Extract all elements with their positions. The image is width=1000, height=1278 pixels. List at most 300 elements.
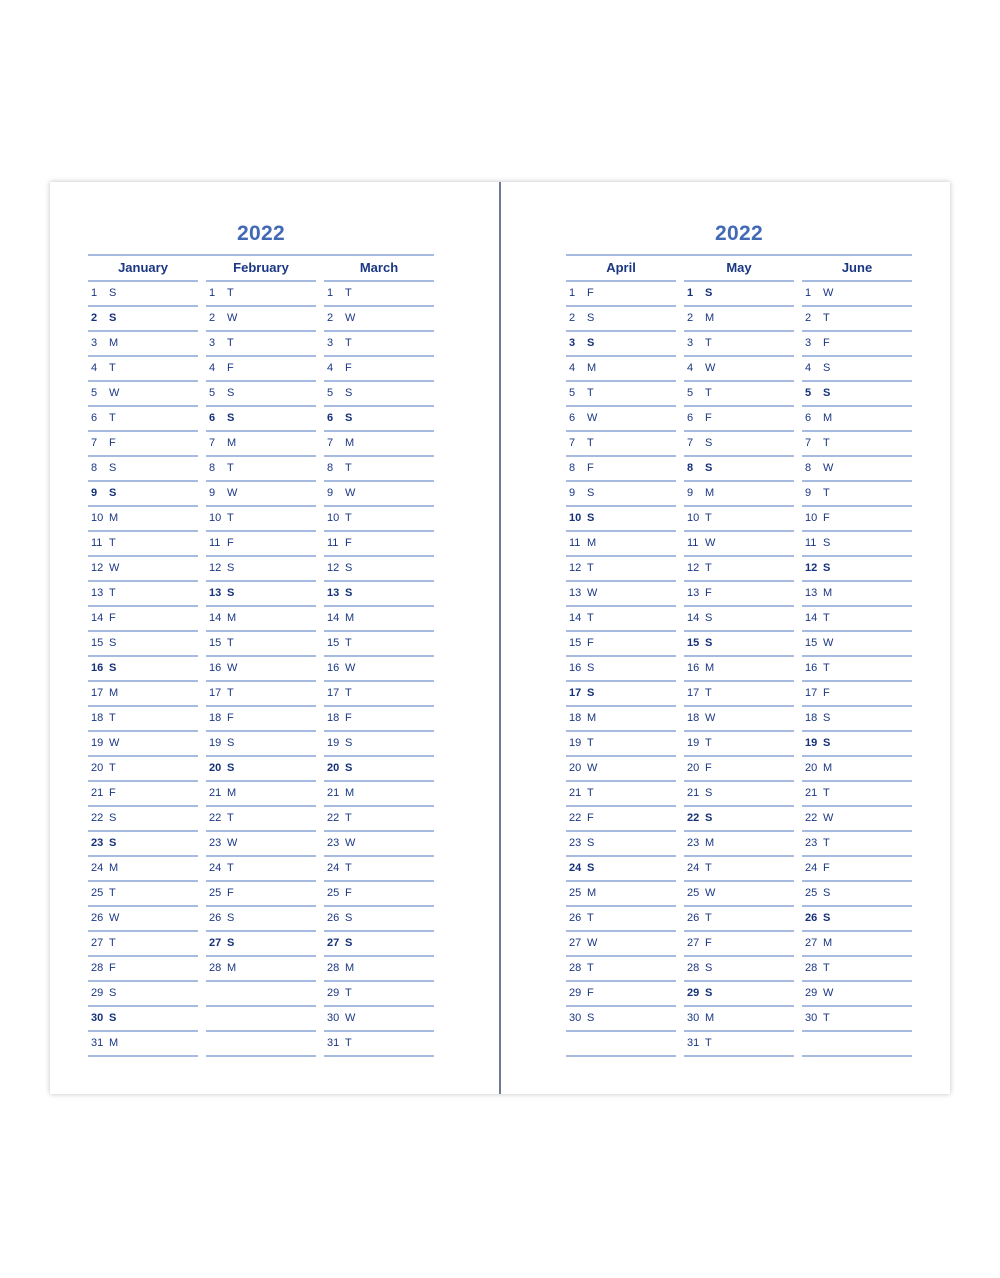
day-number: 31 (687, 1037, 700, 1049)
weekday-letter: T (109, 712, 116, 724)
day-number: 23 (327, 837, 340, 849)
day-row (206, 407, 316, 432)
day-number: 7 (209, 437, 216, 449)
day-row (802, 1007, 912, 1032)
weekday-letter: T (587, 912, 594, 924)
weekday-letter: S (587, 512, 595, 524)
weekday-letter: M (109, 862, 119, 874)
day-row (802, 807, 912, 832)
weekday-letter: F (227, 887, 234, 899)
day-row (88, 382, 198, 407)
weekday-letter: S (345, 387, 353, 399)
empty-row (566, 1032, 676, 1057)
weekday-letter: M (823, 937, 833, 949)
day-row (206, 432, 316, 457)
day-number: 28 (569, 962, 582, 974)
weekday-letter: S (823, 362, 831, 374)
day-row (88, 782, 198, 807)
weekday-letter: T (823, 487, 830, 499)
day-row (566, 732, 676, 757)
day-row (566, 482, 676, 507)
weekday-letter: S (705, 437, 713, 449)
weekday-letter: T (227, 462, 234, 474)
weekday-letter: S (587, 312, 595, 324)
day-number: 1 (209, 287, 216, 299)
weekday-letter: S (705, 287, 713, 299)
day-number: 24 (91, 862, 104, 874)
weekday-letter: S (227, 562, 235, 574)
day-number: 11 (327, 537, 339, 549)
weekday-letter: T (345, 812, 352, 824)
day-row (88, 607, 198, 632)
day-row (206, 632, 316, 657)
day-row (684, 732, 794, 757)
day-number: 7 (805, 437, 812, 449)
right-page (566, 182, 912, 1094)
weekday-letter: S (109, 487, 117, 499)
day-number: 17 (327, 687, 340, 699)
weekday-letter: W (823, 637, 834, 649)
day-number: 19 (91, 737, 104, 749)
day-row (566, 457, 676, 482)
weekday-letter: F (587, 637, 594, 649)
day-row (324, 982, 434, 1007)
day-row (802, 832, 912, 857)
day-number: 15 (687, 637, 700, 649)
day-number: 2 (687, 312, 694, 324)
day-number: 23 (569, 837, 582, 849)
day-row (324, 882, 434, 907)
weekday-letter: F (109, 787, 116, 799)
weekday-letter: T (345, 987, 352, 999)
day-number: 17 (687, 687, 700, 699)
day-number: 16 (687, 662, 700, 674)
weekday-letter: T (345, 687, 352, 699)
day-row (88, 932, 198, 957)
day-row (802, 507, 912, 532)
weekday-letter: S (705, 612, 713, 624)
day-row (566, 782, 676, 807)
day-number: 14 (569, 612, 582, 624)
day-number: 17 (569, 687, 582, 699)
day-number: 24 (687, 862, 700, 874)
day-number: 10 (687, 512, 700, 524)
day-row (206, 382, 316, 407)
weekday-letter: M (345, 962, 355, 974)
day-row (324, 457, 434, 482)
weekday-letter: S (109, 812, 117, 824)
weekday-letter: M (227, 437, 237, 449)
day-number: 6 (687, 412, 694, 424)
day-number: 15 (805, 637, 818, 649)
day-number: 20 (91, 762, 104, 774)
weekday-letter: S (227, 387, 235, 399)
weekday-letter: W (705, 537, 716, 549)
day-row (206, 832, 316, 857)
day-number: 25 (327, 887, 340, 899)
weekday-letter: W (109, 562, 120, 574)
weekday-letter: W (587, 587, 598, 599)
day-number: 30 (327, 1012, 340, 1024)
day-number: 12 (805, 562, 818, 574)
weekday-letter: T (587, 612, 594, 624)
day-number: 13 (209, 587, 222, 599)
weekday-letter: T (705, 862, 712, 874)
day-row (684, 882, 794, 907)
weekday-letter: T (227, 637, 234, 649)
day-number: 11 (209, 537, 221, 549)
day-number: 5 (805, 387, 812, 399)
day-number: 11 (91, 537, 103, 549)
weekday-letter: M (227, 962, 237, 974)
day-row (88, 457, 198, 482)
day-row (684, 507, 794, 532)
weekday-letter: W (705, 362, 716, 374)
weekday-letter: T (705, 337, 712, 349)
weekday-letter: S (823, 537, 831, 549)
day-number: 15 (569, 637, 582, 649)
weekday-letter: S (823, 562, 831, 574)
day-row (802, 732, 912, 757)
weekday-letter: T (705, 737, 712, 749)
day-row (684, 457, 794, 482)
weekday-letter: W (705, 887, 716, 899)
day-number: 2 (805, 312, 812, 324)
weekday-letter: T (587, 437, 594, 449)
weekday-letter: F (227, 537, 234, 549)
day-number: 18 (569, 712, 582, 724)
day-number: 14 (327, 612, 340, 624)
day-number: 7 (569, 437, 576, 449)
weekday-letter: W (823, 812, 834, 824)
day-number: 11 (687, 537, 699, 549)
weekday-letter: S (345, 737, 353, 749)
day-number: 17 (209, 687, 222, 699)
day-row (684, 482, 794, 507)
day-number: 30 (805, 1012, 818, 1024)
day-number: 19 (209, 737, 222, 749)
day-number: 14 (805, 612, 818, 624)
day-number: 19 (687, 737, 700, 749)
weekday-letter: S (705, 637, 713, 649)
day-row (684, 1032, 794, 1057)
weekday-letter: S (345, 937, 353, 949)
weekday-letter: S (345, 562, 353, 574)
weekday-letter: T (705, 387, 712, 399)
weekday-letter: F (705, 587, 712, 599)
day-row (88, 657, 198, 682)
day-row (802, 757, 912, 782)
day-number: 27 (91, 937, 104, 949)
day-row (88, 857, 198, 882)
day-row (684, 682, 794, 707)
day-number: 3 (209, 337, 216, 349)
month-column-february (206, 256, 316, 1057)
day-number: 9 (687, 487, 694, 499)
day-number: 19 (805, 737, 818, 749)
day-number: 16 (569, 662, 582, 674)
weekday-letter: M (705, 312, 715, 324)
day-row (88, 982, 198, 1007)
weekday-letter: T (345, 637, 352, 649)
day-row (206, 582, 316, 607)
day-row (324, 807, 434, 832)
day-number: 12 (91, 562, 104, 574)
weekday-letter: S (109, 287, 117, 299)
day-number: 25 (91, 887, 104, 899)
weekday-letter: M (227, 787, 237, 799)
day-number: 16 (327, 662, 340, 674)
day-row (684, 782, 794, 807)
day-row (88, 582, 198, 607)
day-number: 8 (209, 462, 216, 474)
weekday-letter: W (345, 1012, 356, 1024)
weekday-letter: T (823, 312, 830, 324)
day-row (88, 482, 198, 507)
day-number: 6 (327, 412, 334, 424)
day-row (566, 832, 676, 857)
weekday-letter: S (227, 912, 235, 924)
month-column-march (324, 256, 434, 1057)
weekday-letter: F (823, 687, 830, 699)
day-row (206, 557, 316, 582)
day-number: 9 (209, 487, 216, 499)
day-row (324, 657, 434, 682)
day-number: 1 (91, 287, 98, 299)
weekday-letter: T (345, 512, 352, 524)
month-name: January (88, 256, 198, 282)
day-row (206, 607, 316, 632)
day-row (566, 332, 676, 357)
day-row (88, 307, 198, 332)
weekday-letter: T (823, 1012, 830, 1024)
weekday-letter: M (109, 1037, 119, 1049)
day-row (566, 907, 676, 932)
day-row (88, 807, 198, 832)
weekday-letter: T (587, 387, 594, 399)
day-number: 28 (687, 962, 700, 974)
day-row (566, 307, 676, 332)
weekday-letter: F (345, 712, 352, 724)
day-row (324, 507, 434, 532)
day-number: 5 (687, 387, 694, 399)
day-number: 29 (91, 987, 104, 999)
day-row (206, 282, 316, 307)
day-row (802, 432, 912, 457)
day-row (324, 732, 434, 757)
day-row (566, 932, 676, 957)
day-row (802, 907, 912, 932)
day-row (324, 382, 434, 407)
weekday-letter: S (109, 837, 117, 849)
day-row (88, 1007, 198, 1032)
day-row (566, 357, 676, 382)
day-number: 20 (569, 762, 582, 774)
day-number: 6 (209, 412, 216, 424)
weekday-letter: T (345, 862, 352, 874)
day-row (684, 857, 794, 882)
weekday-letter: M (345, 612, 355, 624)
weekday-letter: M (823, 412, 833, 424)
day-row (566, 757, 676, 782)
day-row (324, 1007, 434, 1032)
day-number: 19 (569, 737, 582, 749)
day-row (324, 932, 434, 957)
weekday-letter: S (345, 912, 353, 924)
weekday-letter: S (705, 962, 713, 974)
day-row (802, 682, 912, 707)
year-heading: 2022 (715, 222, 763, 245)
day-number: 13 (805, 587, 818, 599)
weekday-letter: W (109, 387, 120, 399)
weekday-letter: S (345, 587, 353, 599)
left-page (88, 182, 434, 1094)
day-number: 10 (569, 512, 582, 524)
day-row (566, 957, 676, 982)
day-row (324, 482, 434, 507)
day-row (684, 757, 794, 782)
weekday-letter: F (109, 437, 116, 449)
weekday-letter: T (823, 787, 830, 799)
day-row (684, 407, 794, 432)
day-row (684, 632, 794, 657)
day-row (206, 807, 316, 832)
day-number: 1 (327, 287, 334, 299)
day-row (802, 307, 912, 332)
weekday-letter: W (227, 312, 238, 324)
month-column-may (684, 256, 794, 1057)
weekday-letter: W (823, 987, 834, 999)
weekday-letter: M (587, 712, 597, 724)
day-row (206, 307, 316, 332)
day-row (566, 607, 676, 632)
weekday-letter: W (345, 312, 356, 324)
day-number: 14 (91, 612, 104, 624)
weekday-letter: T (345, 1037, 352, 1049)
day-row (88, 432, 198, 457)
day-number: 25 (569, 887, 582, 899)
day-row (88, 332, 198, 357)
day-number: 12 (687, 562, 700, 574)
day-number: 27 (327, 937, 340, 949)
day-row (802, 982, 912, 1007)
day-number: 9 (805, 487, 812, 499)
day-number: 18 (327, 712, 340, 724)
day-number: 12 (327, 562, 340, 574)
weekday-letter: T (823, 837, 830, 849)
weekday-letter: S (109, 1012, 117, 1024)
weekday-letter: M (705, 1012, 715, 1024)
day-row (324, 557, 434, 582)
day-row (802, 282, 912, 307)
day-number: 3 (569, 337, 576, 349)
weekday-letter: T (345, 462, 352, 474)
weekday-letter: S (109, 637, 117, 649)
day-number: 15 (327, 637, 340, 649)
day-row (566, 282, 676, 307)
weekday-letter: F (227, 362, 234, 374)
day-number: 27 (687, 937, 700, 949)
empty-row (206, 1007, 316, 1032)
month-name: May (684, 256, 794, 282)
day-number: 26 (687, 912, 700, 924)
day-row (684, 607, 794, 632)
day-row (324, 282, 434, 307)
day-number: 8 (805, 462, 812, 474)
day-number: 28 (327, 962, 340, 974)
day-row (324, 907, 434, 932)
day-row (206, 907, 316, 932)
day-number: 13 (687, 587, 700, 599)
day-number: 26 (805, 912, 818, 924)
day-row (206, 782, 316, 807)
weekday-letter: M (587, 362, 597, 374)
day-number: 11 (805, 537, 817, 549)
weekday-letter: S (109, 987, 117, 999)
day-row (88, 757, 198, 782)
weekday-letter: W (109, 737, 120, 749)
weekday-letter: T (705, 1037, 712, 1049)
day-number: 29 (327, 987, 340, 999)
day-number: 5 (209, 387, 216, 399)
weekday-letter: W (823, 287, 834, 299)
day-row (324, 407, 434, 432)
day-number: 10 (805, 512, 818, 524)
weekday-letter: F (587, 812, 594, 824)
day-row (684, 982, 794, 1007)
weekday-letter: S (705, 812, 713, 824)
day-row (206, 732, 316, 757)
day-row (566, 807, 676, 832)
day-row (566, 532, 676, 557)
day-row (684, 357, 794, 382)
weekday-letter: M (705, 837, 715, 849)
day-row (88, 957, 198, 982)
weekday-letter: F (705, 937, 712, 949)
weekday-letter: S (227, 762, 235, 774)
weekday-letter: F (345, 537, 352, 549)
day-number: 23 (91, 837, 104, 849)
weekday-letter: S (823, 387, 831, 399)
empty-row (206, 1032, 316, 1057)
weekday-letter: S (705, 987, 713, 999)
day-row (206, 707, 316, 732)
day-number: 21 (209, 787, 222, 799)
weekday-letter: T (227, 337, 234, 349)
day-row (206, 682, 316, 707)
weekday-letter: S (227, 587, 235, 599)
weekday-letter: T (109, 762, 116, 774)
weekday-letter: F (109, 612, 116, 624)
weekday-letter: M (587, 887, 597, 899)
day-row (566, 432, 676, 457)
day-row (88, 907, 198, 932)
day-number: 24 (805, 862, 818, 874)
weekday-letter: S (109, 662, 117, 674)
weekday-letter: T (227, 687, 234, 699)
day-number: 22 (805, 812, 818, 824)
day-row (684, 332, 794, 357)
day-number: 16 (209, 662, 222, 674)
weekday-letter: S (587, 862, 595, 874)
day-number: 5 (91, 387, 98, 399)
weekday-letter: F (823, 337, 830, 349)
day-row (566, 632, 676, 657)
day-number: 29 (569, 987, 582, 999)
day-number: 2 (569, 312, 576, 324)
weekday-letter: M (109, 337, 119, 349)
day-row (566, 582, 676, 607)
